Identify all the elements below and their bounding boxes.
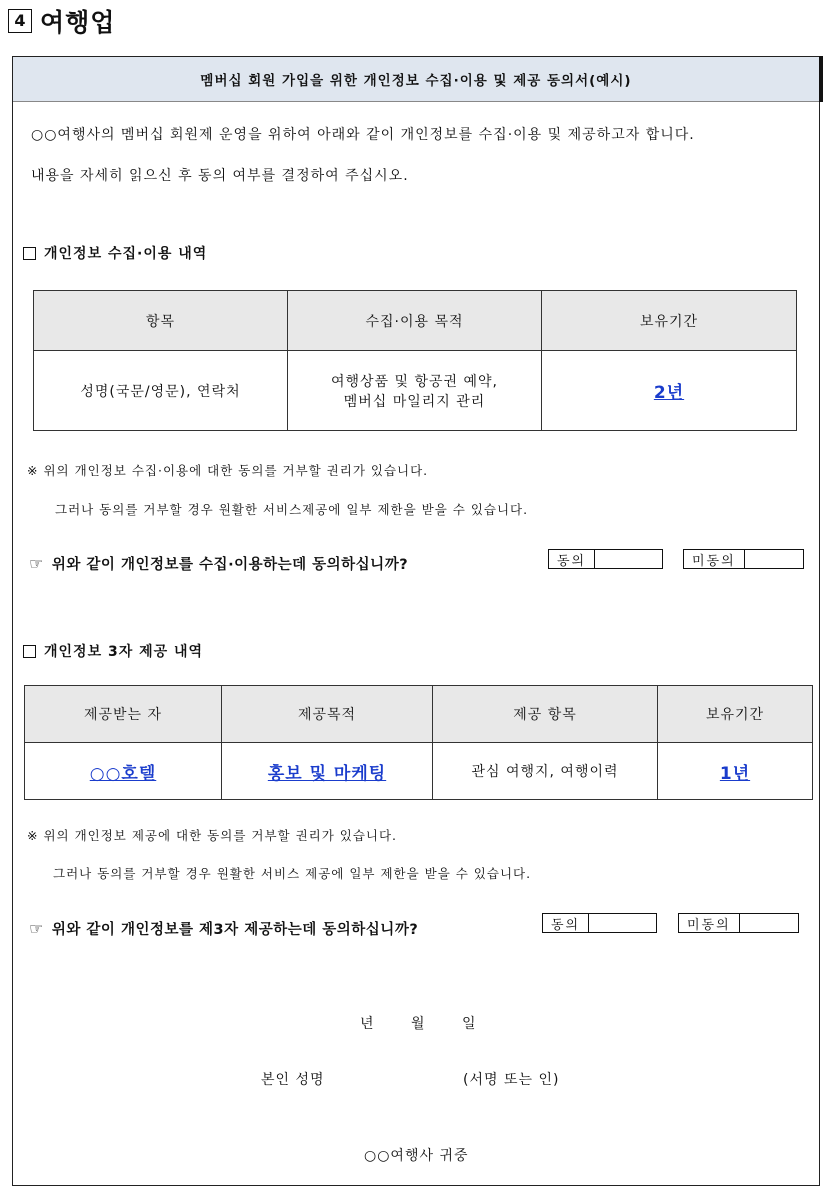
cell-provision-items: 관심 여행지, 여행이력 <box>433 743 658 800</box>
provision-period-link[interactable]: 1년 <box>719 763 751 784</box>
header-recipient: 제공받는 자 <box>25 686 222 743</box>
cell-item: 성명(국문/영문), 연락처 <box>34 351 288 431</box>
header-provision-period: 보유기간 <box>658 686 813 743</box>
question-1-text: 위와 같이 개인정보를 수집·이용하는데 동의하십니까? <box>51 557 409 573</box>
purpose-line-1: 여행상품 및 항공권 예약, <box>330 373 499 390</box>
date-month: 월 <box>411 1016 426 1032</box>
agree-box[interactable] <box>595 550 645 568</box>
section1-header <box>23 243 207 263</box>
date-day: 일 <box>462 1016 477 1032</box>
addressee: ○○여행사 귀중 <box>364 1148 469 1164</box>
frame-accent <box>819 56 823 102</box>
question-2-text: 위와 같이 개인정보를 제3자 제공하는데 동의하십니까? <box>51 922 419 938</box>
section1-title: 개인정보 수집·이용 내역 <box>44 246 208 262</box>
form-title: 멤버십 회원 가입을 위한 개인정보 수집·이용 및 제공 동의서(예시) <box>13 57 819 102</box>
consent-form <box>12 56 820 1186</box>
checkbox-icon <box>23 645 36 658</box>
intro-line-1: ○○여행사의 멤버십 회원제 운영을 위하여 아래와 같이 개인정보를 수집·이용 및 제공하고자 합니다. <box>31 127 695 143</box>
date-year: 년 <box>360 1016 375 1032</box>
collection-table <box>33 290 797 431</box>
header-period: 보유기간 <box>542 291 797 351</box>
recipient-link[interactable]: ○○호텔 <box>89 763 157 784</box>
signer-name-label: 본인 성명 <box>261 1072 325 1088</box>
question-1 <box>29 553 408 574</box>
disagree-box[interactable] <box>740 914 790 932</box>
disagree-label: 미동의 <box>684 550 745 568</box>
cell-provision-period <box>658 743 813 800</box>
section-heading <box>8 4 115 38</box>
section-number: 4 <box>8 9 32 33</box>
cell-period <box>542 351 797 431</box>
agree-checkbox-2[interactable] <box>542 913 657 933</box>
purpose-line-2: 멤버십 마일리지 관리 <box>343 393 486 410</box>
header-provision-purpose: 제공목적 <box>222 686 433 743</box>
disagree-label: 미동의 <box>679 914 740 932</box>
agree-box[interactable] <box>589 914 639 932</box>
intro-line-2: 내용을 자세히 읽으신 후 동의 여부를 결정하여 주십시오. <box>31 168 409 184</box>
notice1-line-1: ※ 위의 개인정보 수집·이용에 대한 동의를 거부할 권리가 있습니다. <box>27 463 429 478</box>
purpose-link[interactable]: 홍보 및 마케팅 <box>267 763 387 784</box>
section2-header <box>23 641 203 661</box>
disagree-box[interactable] <box>745 550 795 568</box>
notice1-line-2: 그러나 동의를 거부할 경우 원활한 서비스제공에 일부 제한을 받을 수 있습니다. <box>55 502 529 517</box>
checkbox-icon <box>23 247 36 260</box>
notice2-line-1: ※ 위의 개인정보 제공에 대한 동의를 거부할 권리가 있습니다. <box>27 828 398 843</box>
pointing-hand-icon: ☞ <box>29 919 44 938</box>
agree-label: 동의 <box>543 914 589 932</box>
agree-label: 동의 <box>549 550 595 568</box>
period-link[interactable]: 2년 <box>653 383 685 403</box>
signature-hint: (서명 또는 인) <box>463 1072 560 1088</box>
disagree-checkbox-2[interactable] <box>678 913 799 933</box>
agree-checkbox-1[interactable] <box>548 549 663 569</box>
disagree-checkbox-1[interactable] <box>683 549 804 569</box>
cell-provision-purpose <box>222 743 433 800</box>
header-provision-items: 제공 항목 <box>433 686 658 743</box>
provision-table <box>24 685 813 800</box>
cell-recipient <box>25 743 222 800</box>
section-title: 여행업 <box>40 8 116 37</box>
pointing-hand-icon: ☞ <box>29 554 44 573</box>
header-item: 항목 <box>34 291 288 351</box>
cell-purpose <box>288 351 542 431</box>
header-purpose: 수집·이용 목적 <box>288 291 542 351</box>
question-2 <box>29 918 418 939</box>
section2-title: 개인정보 3자 제공 내역 <box>44 644 204 660</box>
notice2-line-2: 그러나 동의를 거부할 경우 원활한 서비스 제공에 일부 제한을 받을 수 있습니다. <box>53 866 532 881</box>
